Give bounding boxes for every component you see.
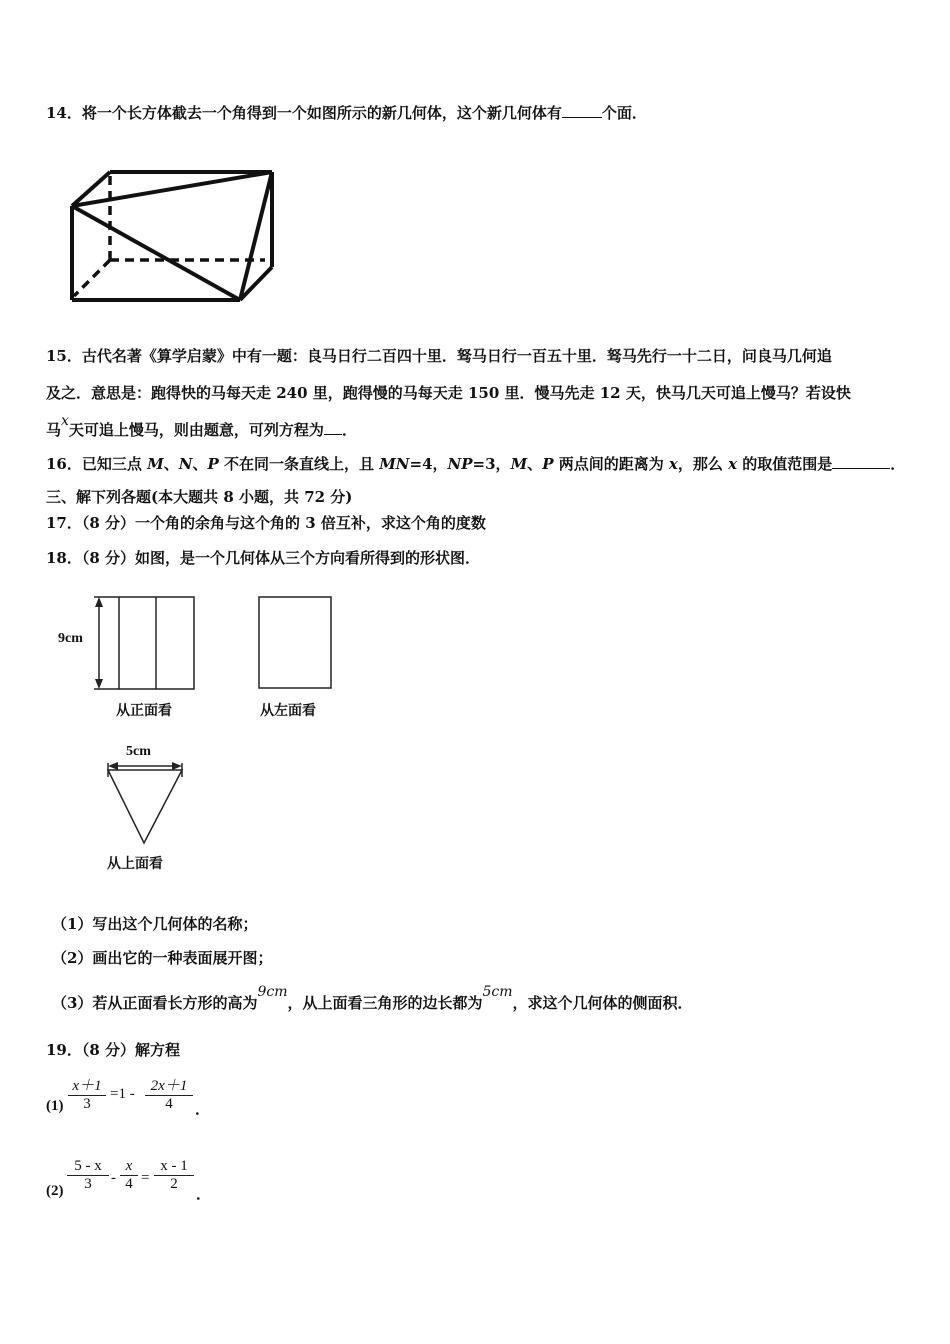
caption-top-view: 从上面看	[107, 856, 163, 872]
section-heading	[46, 487, 352, 507]
numerator: x＋1	[72, 1078, 102, 1094]
eq2-equals: =	[141, 1170, 150, 1186]
question-15-line2	[46, 383, 851, 403]
q16-text: 两点间的距离为	[553, 455, 669, 473]
three-views-figure	[50, 585, 350, 880]
caption-left-view: 从左面看	[260, 703, 316, 719]
q16-text: 的取值范围是	[737, 455, 833, 473]
eq1-middle: =1 -	[110, 1086, 135, 1102]
q19-stem: 19．（8 分）解方程	[46, 1041, 181, 1059]
arrow-up-icon	[95, 597, 103, 607]
eq2-fraction-2	[120, 1158, 138, 1193]
question-17	[46, 513, 486, 533]
q18-sub-1-text: （1）写出这个几何体的名称；	[52, 915, 258, 933]
point-M: M	[510, 455, 528, 473]
segment-MN: MN	[379, 455, 410, 473]
q15-text-3b: 天可追上慢马，则由题意，可列方程为	[68, 421, 324, 439]
eq1-label: (1)	[46, 1098, 64, 1114]
caption-front-view: 从正面看	[116, 703, 172, 719]
q15-text-1: 15．古代名著《算学启蒙》中有一题：良马日行二百四十里．驽马日行一百五十里．驽马先行一十二日，问良马几何追	[46, 347, 832, 365]
side-value: 5cm	[482, 984, 513, 1000]
q15-text-3c: ．	[341, 421, 357, 439]
width-label: 5cm	[126, 744, 151, 759]
section-title: 三、解下列各题(本大题共 8 小题，共 72 分)	[46, 488, 353, 506]
denominator: 3	[83, 1096, 91, 1112]
left-view	[259, 597, 331, 688]
numerator: x - 1	[160, 1158, 188, 1174]
answer-blank	[324, 420, 342, 435]
denominator: 4	[165, 1096, 173, 1112]
point-P: P	[542, 455, 554, 473]
q14-text: 14．将一个长方体截去一个角得到一个如图所示的新几何体，这个新几何体有	[46, 104, 562, 122]
question-14	[46, 103, 647, 123]
q18-sub-3-text: ，求这个几何体的侧面积．	[512, 994, 693, 1012]
eq2-minus: -	[111, 1170, 116, 1186]
eq2-fraction-1	[67, 1158, 109, 1193]
height-value: 9cm	[257, 984, 288, 1000]
segment-NP: NP	[447, 455, 473, 473]
height-label: 9cm	[58, 631, 83, 646]
eq2-label: (2)	[46, 1183, 64, 1199]
variable-x: x	[728, 455, 738, 473]
q15-text-2: 及之．意思是：跑得快的马每天走 240 里，跑得慢的马每天走 150 里．慢马先走 12 天，快马几天可追上慢马？若设快	[46, 384, 851, 402]
q16-sep: 、	[163, 455, 179, 473]
denominator: 3	[84, 1176, 92, 1192]
q18-sub-2	[52, 948, 272, 968]
question-19	[46, 1040, 180, 1060]
numerator: 5 - x	[74, 1158, 102, 1174]
arrow-left-icon	[108, 762, 118, 770]
q16-text: 16．已知三点	[46, 455, 148, 473]
q18-sub-3	[52, 984, 693, 1014]
q18-sub-3-text: ，从上面看三角形的边长都为	[287, 994, 483, 1012]
q17-text: 17．（8 分）一个角的余角与这个角的 3 倍互补，求这个角的度数	[46, 514, 486, 532]
cut-cuboid-figure	[60, 162, 284, 312]
denominator: 4	[125, 1176, 133, 1192]
numerator: x	[125, 1158, 133, 1174]
q18-sub-2-text: （2）画出它的一种表面展开图；	[52, 949, 273, 967]
q16-text: =3，	[472, 455, 511, 473]
q16-sep: 、	[527, 455, 543, 473]
question-16	[46, 454, 905, 474]
eq1-fraction-right	[145, 1074, 193, 1113]
eq1-end: ．	[195, 1102, 211, 1118]
q16-text: =4，	[409, 455, 448, 473]
variable-x: x	[61, 413, 69, 429]
eq2-fraction-3	[154, 1158, 194, 1193]
point-P: P	[207, 455, 219, 473]
answer-blank	[832, 454, 890, 469]
q16-text: ，那么	[677, 455, 729, 473]
arrow-right-icon	[172, 762, 182, 770]
question-15-line1	[46, 346, 832, 366]
q16-text: ．	[890, 455, 906, 473]
question-18	[46, 548, 480, 568]
numerator: 2x＋1	[150, 1078, 188, 1094]
point-N: N	[178, 455, 193, 473]
q18-stem: 18．（8 分）如图，是一个几何体从三个方向看所得到的形状图．	[46, 549, 481, 567]
arrow-down-icon	[95, 679, 103, 689]
top-view	[108, 763, 182, 843]
question-15-line3	[46, 413, 357, 441]
q16-text: 不在同一条直线上，且	[218, 455, 380, 473]
q14-text-end: 个面．	[601, 104, 647, 122]
answer-blank	[562, 103, 602, 118]
q18-sub-3-text: （3）若从正面看长方形的高为	[52, 994, 258, 1012]
q18-sub-1	[52, 914, 257, 934]
eq2-end: ．	[196, 1187, 212, 1203]
eq1-fraction-left	[68, 1074, 106, 1113]
variable-x: x	[668, 455, 678, 473]
q15-text-3a: 马	[46, 421, 62, 439]
front-view	[94, 597, 194, 689]
point-M: M	[147, 455, 164, 473]
denominator: 2	[170, 1176, 178, 1192]
q16-sep: 、	[192, 455, 208, 473]
